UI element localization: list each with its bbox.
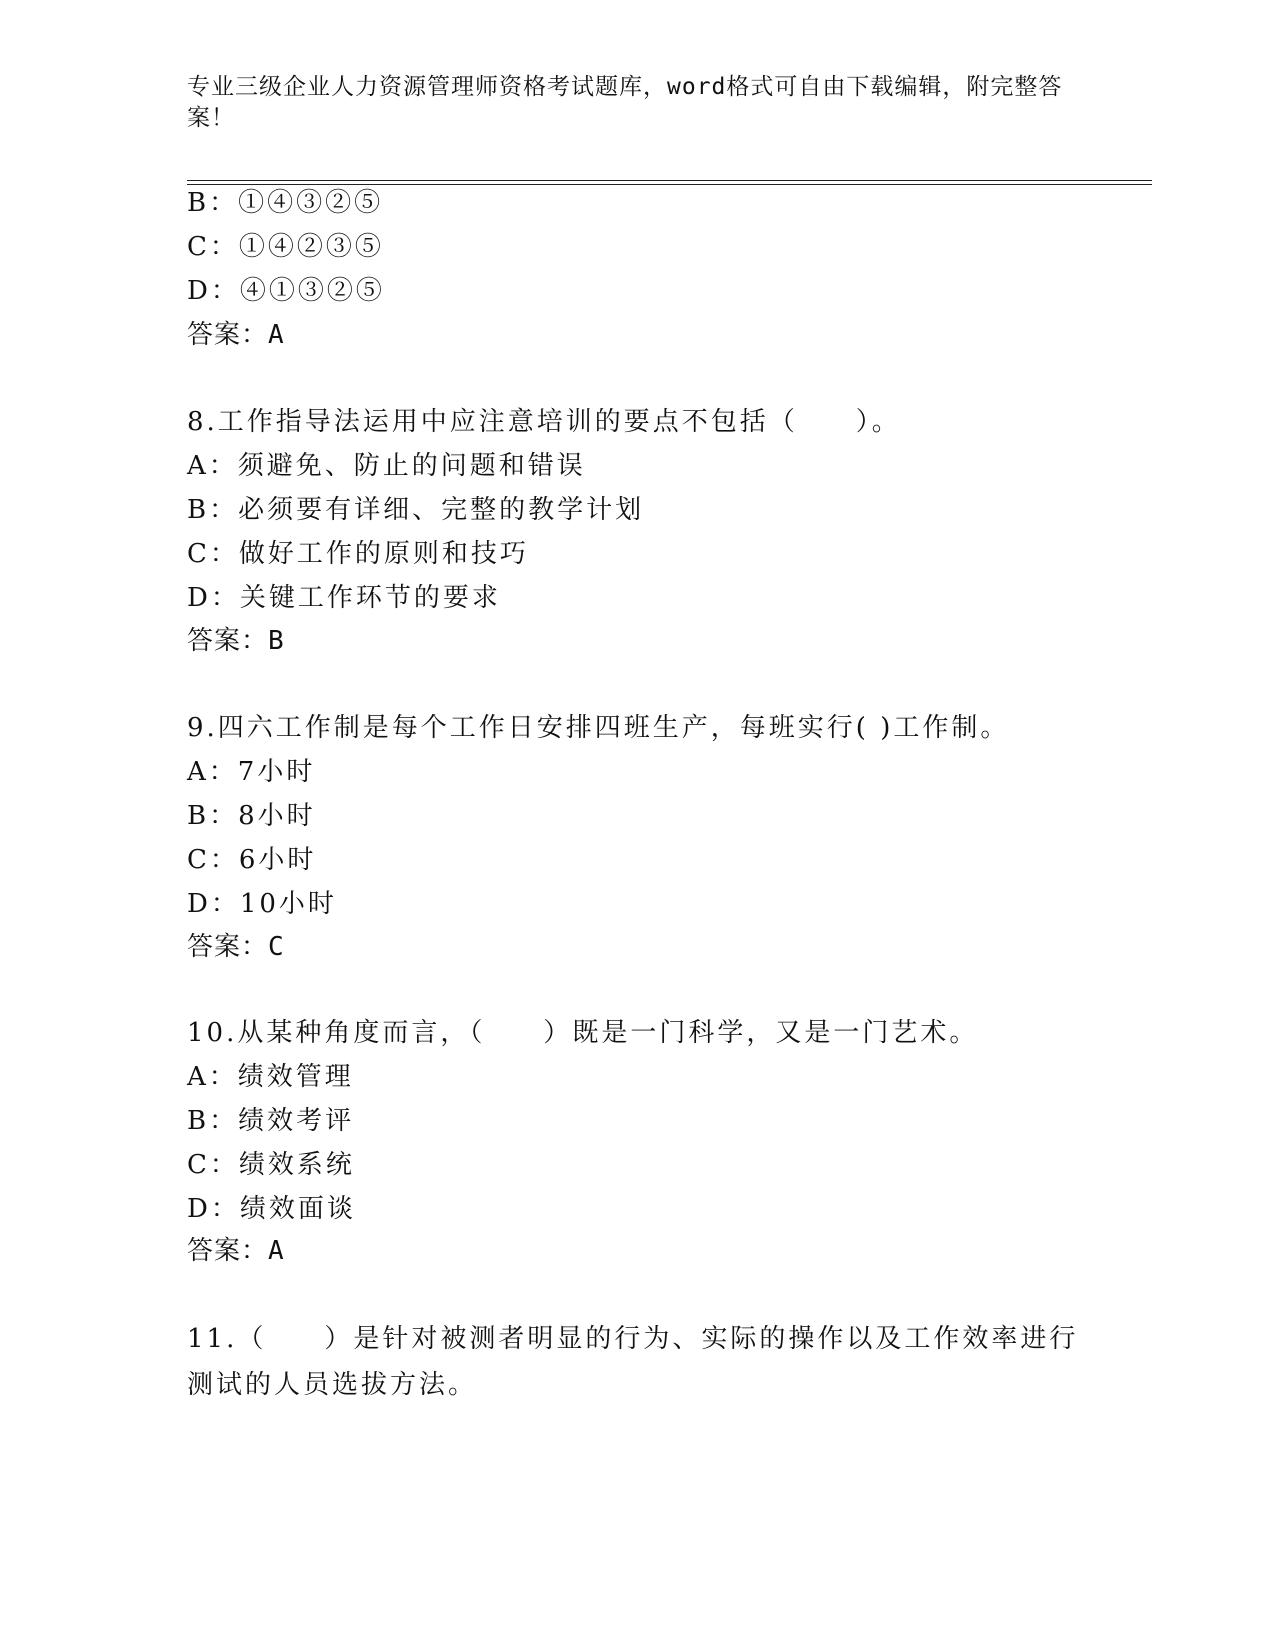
question-text: 10.从某种角度而言，（ ）既是一门科学，又是一门艺术。 [187, 1018, 979, 1048]
answer: 答案：B [187, 626, 285, 656]
answer: 答案：A [187, 1236, 285, 1266]
question-text: 9.四六工作制是每个工作日安排四班生产，每班实行( )工作制。 [187, 713, 1010, 743]
option-a: A：7小时 [187, 757, 316, 787]
option-c: C：6小时 [187, 845, 317, 875]
question-text: 11.（ ）是针对被测者明显的行为、实际的操作以及工作效率进行测试的人员选拔方法。 [187, 1324, 1079, 1400]
option-c: C：做好工作的原则和技巧 [187, 539, 529, 569]
option-d: D：绩效面谈 [187, 1194, 356, 1224]
document-header: 专业三级企业人力资源管理师资格考试题库，word格式可自由下载编辑，附完整答案！ [187, 74, 1063, 131]
option-a: A：绩效管理 [187, 1062, 354, 1092]
option-c: C：①④②③⑤ [187, 232, 384, 262]
header-divider-top [187, 180, 1152, 181]
option-b: B：绩效考评 [187, 1106, 355, 1136]
option-b: B：必须要有详细、完整的教学计划 [187, 495, 645, 525]
answer: 答案：A [187, 320, 285, 350]
header-divider-bottom [187, 184, 1152, 185]
option-b: B：①④③②⑤ [187, 188, 384, 218]
option-a: A：须避免、防止的问题和错误 [187, 451, 586, 481]
option-d: D：关键工作环节的要求 [187, 583, 501, 613]
option-d: D：④①③②⑤ [187, 276, 385, 306]
question-text: 8.工作指导法运用中应注意培训的要点不包括（ ）。 [187, 407, 901, 437]
option-b: B：8小时 [187, 801, 316, 831]
answer: 答案：C [187, 932, 285, 962]
option-d: D：10小时 [187, 889, 337, 919]
option-c: C：绩效系统 [187, 1150, 355, 1180]
